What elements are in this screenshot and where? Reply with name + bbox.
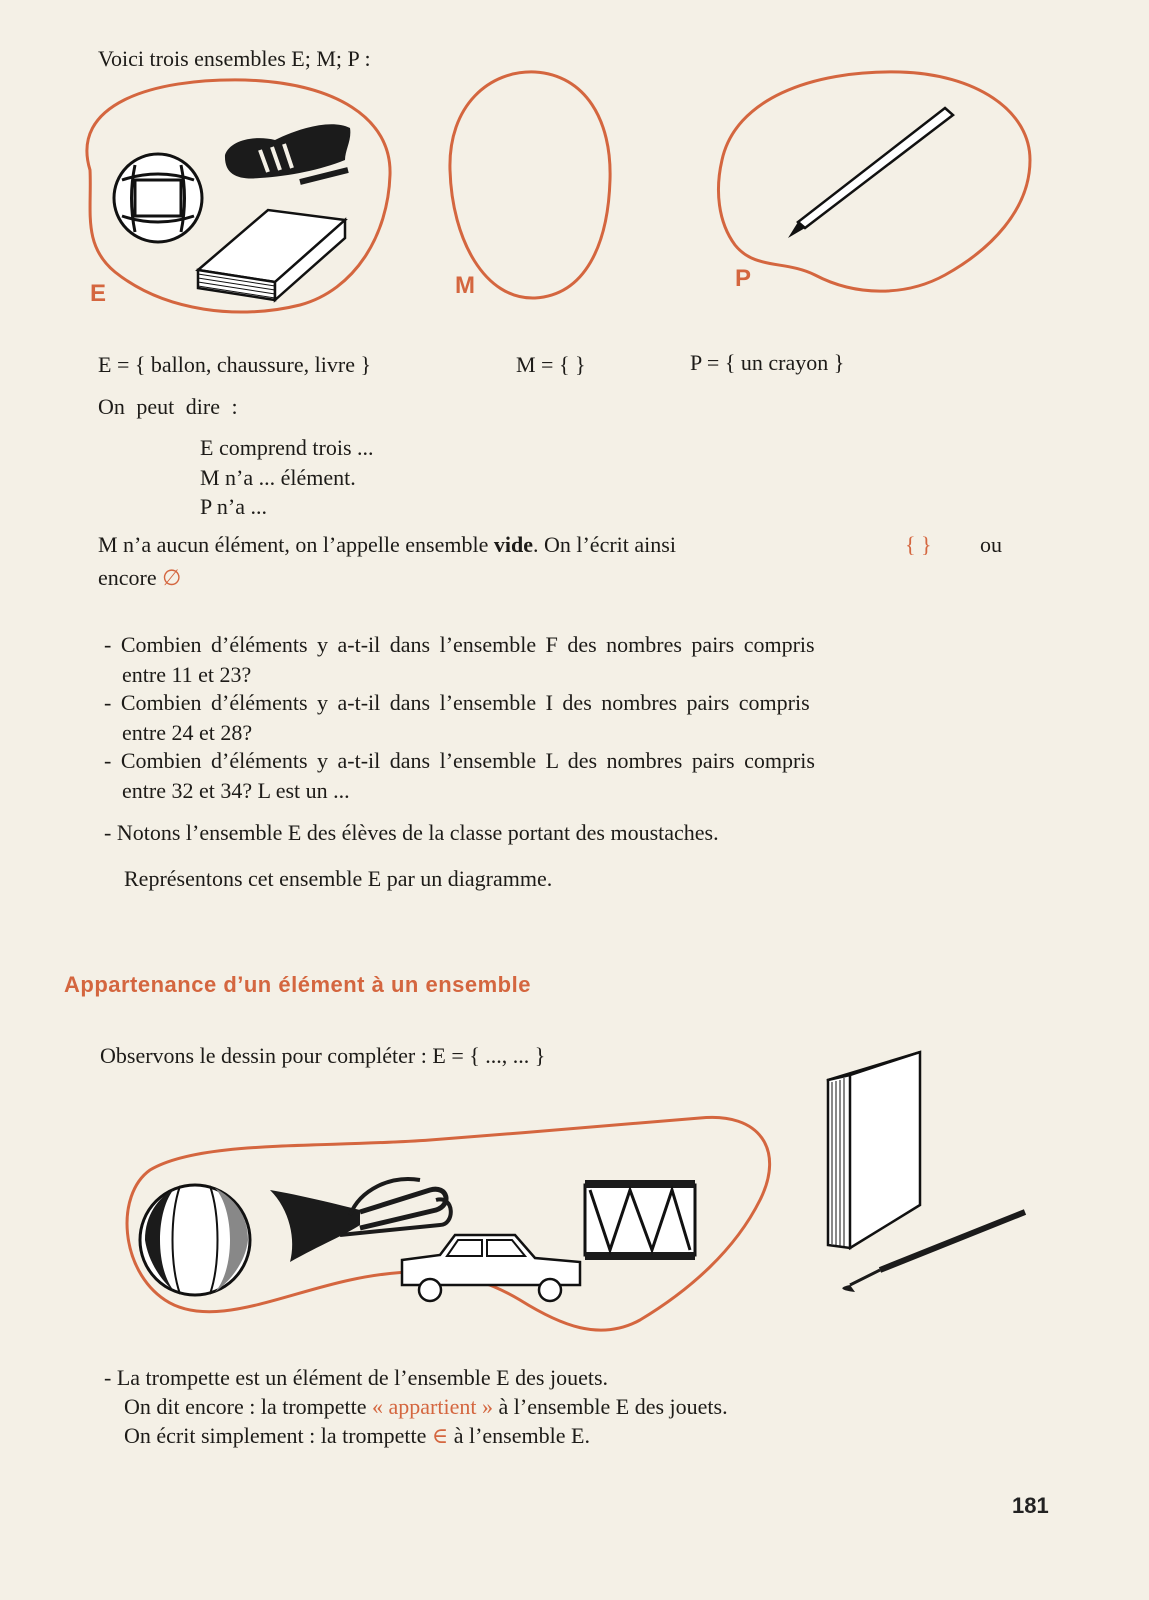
empty-set-braces: { }	[905, 532, 932, 557]
trompette-line1: - La trompette est un élément de l’ensemble E des jouets.	[104, 1365, 609, 1390]
page-number: 181	[1012, 1493, 1049, 1518]
set-m-definition: M = { }	[516, 352, 586, 377]
trompette-line2: On dit encore : la trompette « appartient » à l’ensemble E des jouets.	[124, 1394, 728, 1419]
on-peut-dire: On peut dire :	[98, 394, 238, 419]
vide-sentence: M n’a aucun élément, on l’appelle ensemble vide. On l’écrit ainsi	[98, 532, 676, 557]
sentence-e: E comprend trois ...	[200, 435, 374, 460]
set-e-label: E	[90, 280, 107, 307]
section-heading: Appartenance d’un élément à un ensemble	[64, 972, 531, 997]
shoe-icon	[225, 124, 350, 182]
trumpet-icon	[270, 1179, 451, 1262]
question-f-line1: - Combien d’éléments y a-t-il dans l’ensemble F des nombres pairs compris	[104, 632, 815, 657]
appartient-word: « appartient »	[372, 1394, 493, 1419]
car-icon	[402, 1235, 580, 1301]
question-i-line2: entre 24 et 28?	[122, 720, 253, 745]
set-e-definition: E = { ballon, chaussure, livre }	[98, 352, 372, 377]
element-of-symbol: ∈	[431, 1423, 449, 1448]
ball-icon	[114, 154, 202, 242]
sentence-p: P n’a ...	[200, 494, 268, 519]
pencil-icon	[788, 108, 953, 238]
standing-book-icon	[828, 1052, 920, 1248]
sentence-m: M n’a ... élément.	[200, 465, 356, 490]
vide-word: vide	[493, 532, 533, 557]
question-l-line1: - Combien d’éléments y a-t-il dans l’ensemble L des nombres pairs compris	[104, 748, 815, 773]
set-p-definition: P = { un crayon }	[690, 350, 845, 375]
intro-text: Voici trois ensembles E; M; P :	[98, 46, 371, 71]
empty-set-symbol: ∅	[162, 565, 182, 590]
beach-ball-icon	[140, 1185, 250, 1295]
question-f-line2: entre 11 et 23?	[122, 662, 252, 687]
encore-line: encore ∅	[98, 565, 182, 590]
trompette-line3: On écrit simplement : la trompette ∈ à l’ensemble E.	[124, 1423, 590, 1448]
observons-line: Observons le dessin pour compléter : E = { ..., ... }	[100, 1043, 546, 1068]
notons-line: - Notons l’ensemble E des élèves de la classe portant des moustaches.	[104, 820, 719, 845]
drum-icon	[585, 1180, 695, 1260]
set-p-boundary	[718, 72, 1030, 291]
set-m-label: M	[455, 272, 475, 299]
set-m-boundary	[450, 72, 610, 298]
set-p-label: P	[735, 265, 752, 292]
question-i-line1: - Combien d’éléments y a-t-il dans l’ensemble I des nombres pairs compris	[104, 690, 810, 715]
ou-word: ou	[980, 532, 1002, 557]
question-l-line2: entre 32 et 34? L est un ...	[122, 778, 350, 803]
representons-line: Représentons cet ensemble E par un diagramme.	[124, 866, 553, 891]
book-icon	[198, 210, 345, 300]
